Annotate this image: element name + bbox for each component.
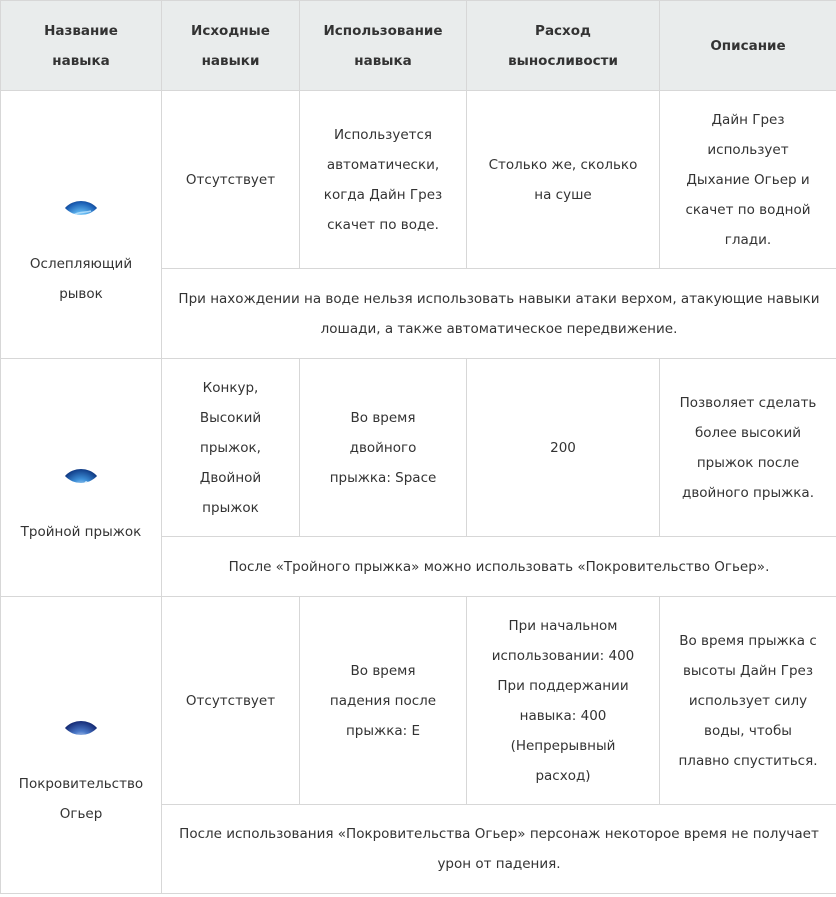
skill-stamina: Столько же, сколько на суше	[467, 91, 660, 269]
winged-horse-icon	[59, 691, 103, 735]
leaping-horse-icon	[59, 439, 103, 483]
skill-source: Отсутствует	[162, 91, 300, 269]
skill-note: После использования «Покровительства Огьер» персонаж некоторое время не получает урон от падения.	[162, 805, 836, 894]
skill-description: Позволяет сделать более высокий прыжок после двойного прыжка.	[660, 359, 836, 537]
skill-source: Отсутствует	[162, 597, 300, 805]
skill-name-cell	[1, 91, 162, 359]
header-skill-name: Название навыка	[1, 1, 162, 91]
skill-name: Покровительство Огьер	[18, 776, 144, 822]
skill-description: Дайн Грез использует Дыхание Огьер и скачет по водной глади.	[660, 91, 836, 269]
water-dash-icon	[59, 171, 103, 215]
skill-note: После «Тройного прыжка» можно использовать «Покровительство Огьер».	[162, 537, 836, 597]
skill-description: Во время прыжка с высоты Дайн Грез использует силу воды, чтобы плавно спуститься.	[660, 597, 836, 805]
header-source-skills: Исходные навыки	[162, 1, 300, 91]
table-row	[1, 359, 836, 537]
header-description: Описание	[660, 1, 836, 91]
skill-name: Ослепляющий рывок	[29, 255, 133, 302]
skill-stamina: При начальном использовании: 400 При поддержании навыка: 400 (Непрерывный расход)	[467, 597, 660, 805]
table-header-row	[1, 1, 836, 91]
skill-usage: Во время падения после прыжка: E	[300, 597, 467, 805]
skill-note: При нахождении на воде нельзя использовать навыки атаки верхом, атакующие навыки лошади, а также автоматическое передвижение.	[162, 269, 836, 359]
skill-name-cell	[1, 597, 162, 894]
skill-stamina: 200	[467, 359, 660, 537]
skill-source: Конкур, Высокий прыжок, Двойной прыжок	[162, 359, 300, 537]
header-stamina-cost: Расход выносливости	[467, 1, 660, 91]
skill-name: Тройной прыжок	[20, 523, 142, 540]
skill-usage: Используется автоматически, когда Дайн Грез скачет по воде.	[300, 91, 467, 269]
table-row	[1, 597, 836, 805]
skill-usage: Во время двойного прыжка: Space	[300, 359, 467, 537]
table-row	[1, 91, 836, 269]
skill-name-cell	[1, 359, 162, 597]
header-skill-usage: Использование навыка	[300, 1, 467, 91]
